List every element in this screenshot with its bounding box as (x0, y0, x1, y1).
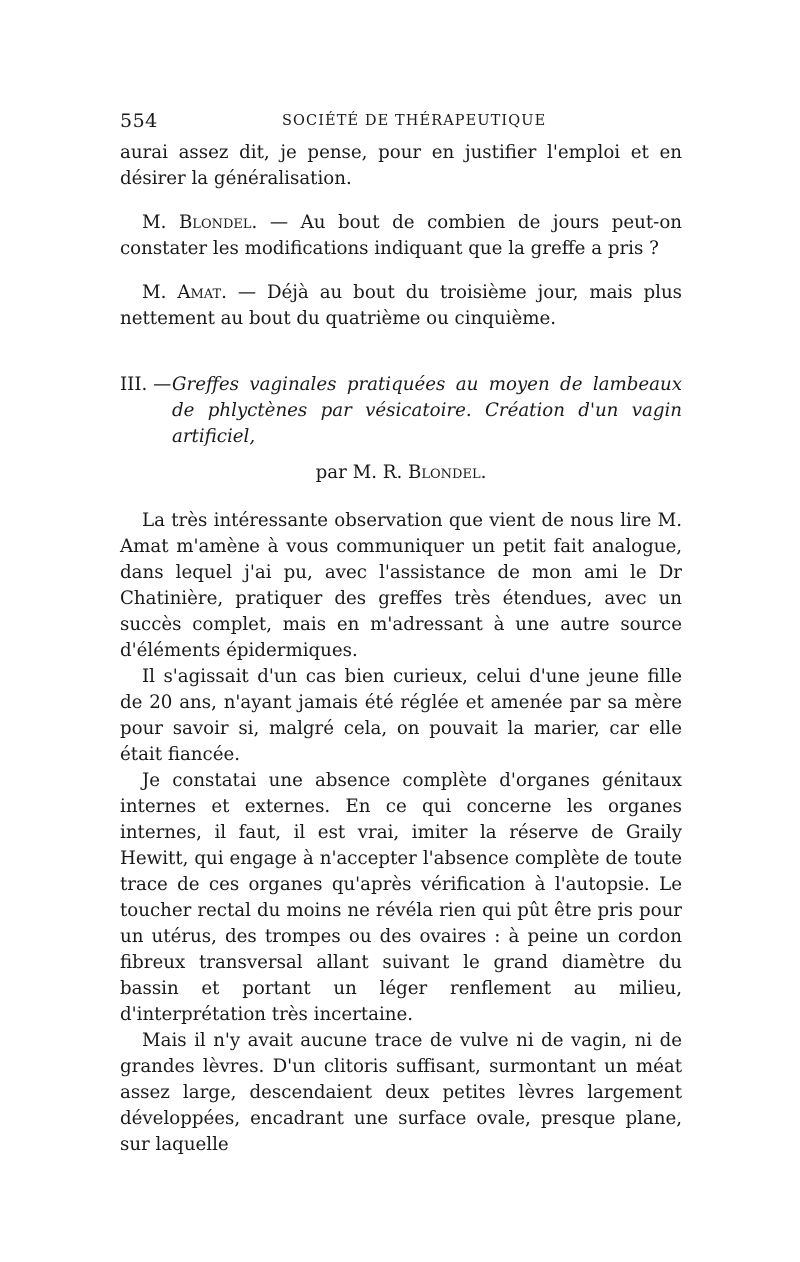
book-page (120, 110, 682, 1158)
dialogue-amat (120, 280, 682, 332)
body-paragraph: Je constatai une absence complète d'organes génitaux internes et externes. En ce qui concerne les organes internes, il faut, il est vrai, imiter la réserve de Graily Hewitt, qui engage à n'accepter l'absence complète de toute trace de ces organes qu'après vérification à l'autopsie. Le toucher rectal du moins ne révéla rien qui pût être pris pour un utérus, des trompes ou des ovaires : à peine un cordon fibreux transversal allant suivant le grand diamètre du bassin et portant un léger renflement au milieu, d'interprétation très incertaine. (120, 770, 682, 1025)
section-number: III. — (120, 374, 172, 395)
body-paragraph: Il s'agissait d'un cas bien curieux, celui d'une jeune fille de 20 ans, n'ayant jamais été réglée et amenée par sa mère pour savoir si, malgré cela, on pouvait la marier, car elle était fiancée. (120, 666, 682, 765)
speaker-name: M. Blondel. (142, 212, 258, 233)
body-paragraph: La très intéressante observation que vient de nous lire M. Amat m'amène à vous communiquer un petit fait analogue, dans lequel j'ai pu, avec l'assistance de mon ami le Dr Chatinière, pratiquer des greffes très étendues, avec un succès complet, mais en m'adressant à une autre source d'éléments épidermiques. (120, 510, 682, 661)
dialogue-blondel (120, 210, 682, 262)
running-title: SOCIÉTÉ DE THÉRAPEUTIQUE (282, 113, 547, 129)
speaker-name: M. Amat. (142, 282, 227, 303)
continuation-paragraph: aurai assez dit, je pense, pour en justifier l'emploi et en désirer la généralisation. (120, 142, 682, 189)
author-name: Blondel. (408, 462, 487, 483)
page-number: 554 (120, 110, 158, 132)
author-byline (120, 460, 682, 486)
page-header (120, 110, 682, 140)
dialogue-text: — Au bout de combien de jours peut-on constater les modifications indiquant que la greffe a pris ? (120, 212, 682, 259)
section-heading (120, 372, 682, 450)
body-paragraph: Mais il n'y avait aucune trace de vulve ni de vagin, ni de grandes lèvres. D'un clitoris suffisant, surmontant un méat assez large, descendaient deux petites lèvres largement développées, encadrant une surface ovale, presque plane, sur laquelle (120, 1030, 682, 1155)
dialogue-text: — Déjà au bout du troisième jour, mais plus nettement au bout du quatrième ou cinquième. (120, 282, 682, 329)
byline-prefix: par M. R. (315, 462, 409, 483)
section-title: Greffes vaginales pratiquées au moyen de lambeaux de phlyctènes par vésicatoire. Création d'un vagin artificiel, (172, 374, 682, 447)
